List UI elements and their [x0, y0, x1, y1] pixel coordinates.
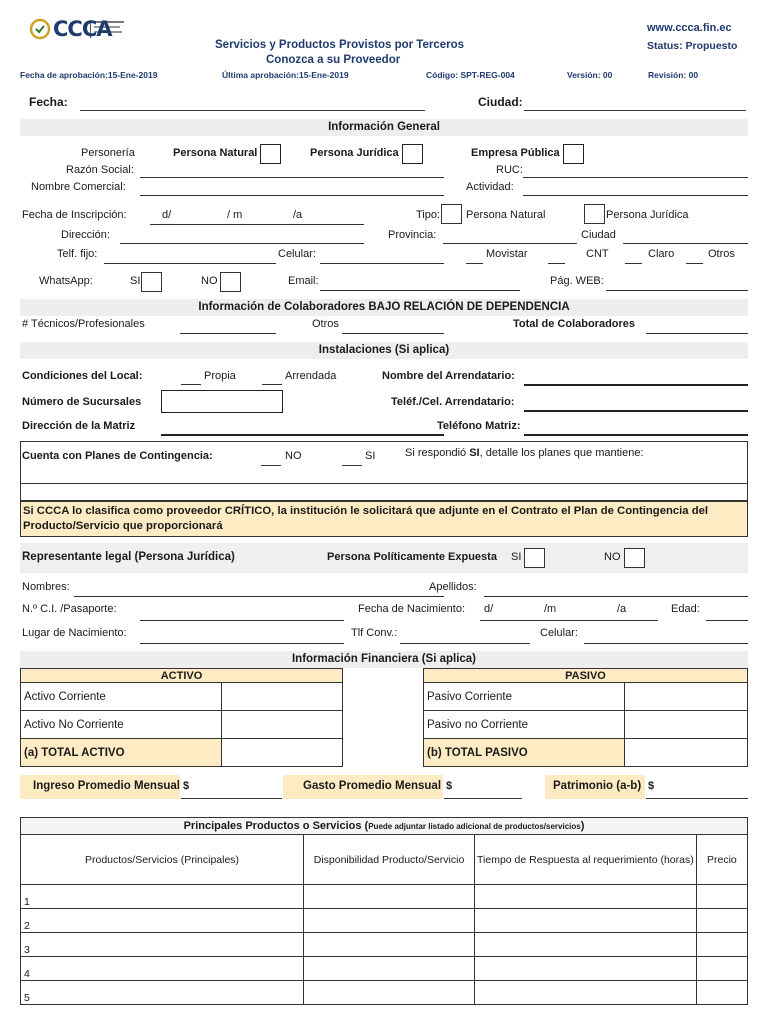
- telf-fijo-field[interactable]: [104, 263, 276, 264]
- revision: Revisión: 00: [648, 70, 699, 80]
- ingreso-currency: $: [183, 780, 190, 792]
- logo-wordmark: CCCA: [53, 17, 112, 41]
- ciudad-gen-label: Ciudad: [581, 229, 616, 241]
- persona-juridica-label: Persona Jurídica: [310, 147, 399, 159]
- table-row: Pasivo no Corriente: [424, 711, 748, 739]
- pep-label: Persona Políticamente Expuesta: [327, 551, 497, 563]
- empresa-publica-label: Empresa Pública: [471, 147, 560, 159]
- celular-field[interactable]: [320, 263, 444, 264]
- actividad-label: Actividad:: [466, 181, 514, 193]
- table-row: Activo Corriente: [21, 683, 343, 711]
- direccion-field[interactable]: [120, 243, 364, 244]
- tecnicos-label: # Técnicos/Profesionales: [22, 318, 145, 330]
- patrimonio-field[interactable]: [646, 798, 748, 799]
- nac-mes: /m: [544, 603, 557, 615]
- tipo-juridica-label: Persona Jurídica: [606, 209, 689, 221]
- actividad-field[interactable]: [523, 195, 748, 196]
- razon-social-field[interactable]: [140, 177, 444, 178]
- website[interactable]: www.ccca.fin.ec: [647, 22, 732, 34]
- products-table: [20, 817, 748, 1005]
- otros-mark[interactable]: [686, 263, 703, 264]
- sucursales-label: Número de Sucursales: [22, 396, 142, 408]
- tecnicos-field[interactable]: [180, 333, 276, 334]
- page-title: Servicios y Productos Provistos por Terceros: [215, 39, 465, 51]
- email-label: Email:: [288, 275, 319, 287]
- tel-arrendatario-field[interactable]: [524, 410, 748, 412]
- ciudad-label: Ciudad:: [478, 95, 523, 109]
- rep-celular-field[interactable]: [584, 643, 748, 644]
- table-row: 3: [21, 933, 748, 957]
- nombre-comercial-field[interactable]: [140, 195, 444, 196]
- ciudad-field[interactable]: [524, 110, 746, 111]
- page-subtitle: Conozca a su Proveedor: [266, 54, 401, 66]
- tipo-natural-checkbox[interactable]: [441, 204, 462, 224]
- persona-natural-checkbox[interactable]: [260, 144, 281, 164]
- movistar-label: Movistar: [486, 248, 528, 260]
- inscripcion-dia: d/: [162, 209, 172, 221]
- gasto-currency: $: [446, 780, 453, 792]
- direccion-label: Dirección:: [61, 229, 110, 241]
- lugar-label: Lugar de Nacimiento:: [22, 627, 127, 639]
- movistar-mark[interactable]: [466, 263, 483, 264]
- whatsapp-no-checkbox[interactable]: [220, 272, 241, 292]
- nac-dia: d/: [484, 603, 494, 615]
- propia-label: Propia: [204, 370, 236, 382]
- status-badge: Status: Propuesto: [647, 40, 738, 52]
- arrendatario-label: Nombre del Arrendatario:: [382, 370, 515, 382]
- table-row: (b) TOTAL PASIVO: [424, 739, 748, 767]
- tlf-conv-label: Tlf Conv.:: [351, 627, 398, 639]
- ruc-field[interactable]: [523, 177, 748, 178]
- pasivo-no-corriente-value[interactable]: [625, 711, 748, 739]
- cnt-mark[interactable]: [548, 263, 565, 264]
- table-row: 1: [21, 885, 748, 909]
- contingencia-no-mark[interactable]: [261, 465, 281, 466]
- section-instalaciones: Instalaciones (Si aplica): [20, 342, 748, 359]
- fecha-label: Fecha:: [29, 95, 68, 109]
- critical-note: Si CCCA lo clasifica como proveedor CRÍTICO, la institución le solicitará que adjunte en el Contrato el Plan de Contingencia del Producto/Servicio que proporcionará: [20, 501, 748, 537]
- provincia-label: Provincia:: [388, 229, 437, 241]
- apellidos-label: Apellidos:: [429, 581, 477, 593]
- lugar-field[interactable]: [140, 643, 344, 644]
- col-tiempo: Tiempo de Respuesta al requerimiento (horas): [475, 835, 697, 885]
- section-general: Información General: [20, 119, 748, 136]
- tel-matriz-label: Teléfono Matriz:: [437, 420, 521, 432]
- email-field[interactable]: [320, 290, 520, 291]
- ciudad-gen-field[interactable]: [623, 243, 748, 244]
- cnt-label: CNT: [586, 248, 609, 260]
- otros-colab-label: Otros: [312, 318, 339, 330]
- approval-date: Fecha de aprobación:15-Ene-2019: [20, 70, 158, 80]
- edad-label: Edad:: [671, 603, 700, 615]
- condiciones-label: Condiciones del Local:: [22, 370, 143, 382]
- contingencia-detail: Si respondió SI, detalle los planes que mantiene:: [405, 447, 644, 459]
- edad-field[interactable]: [706, 620, 748, 621]
- gasto-label: Gasto Promedio Mensual: [303, 780, 442, 792]
- nacimiento-field[interactable]: [480, 620, 658, 621]
- provincia-field[interactable]: [443, 243, 577, 244]
- activo-table: [20, 668, 343, 767]
- tipo-natural-label: Persona Natural: [466, 209, 546, 221]
- total-pasivo-value[interactable]: [625, 739, 748, 767]
- arrendada-label: Arrendada: [285, 370, 337, 382]
- pep-si-label: SI: [511, 551, 522, 563]
- products-title: Principales Productos o Servicios (Puede adjuntar listado adicional de productos/servicios): [21, 818, 748, 835]
- doc-code: Código: SPT-REG-004: [426, 70, 515, 80]
- whatsapp-label: WhatsApp:: [39, 275, 93, 287]
- table-row: 5: [21, 981, 748, 1005]
- table-row: 4: [21, 957, 748, 981]
- pasivo-table: [423, 668, 748, 767]
- contingencia-question: Cuenta con Planes de Contingencia:: [22, 450, 213, 462]
- propia-mark[interactable]: [181, 384, 201, 385]
- persona-natural-label: Persona Natural: [173, 147, 258, 159]
- section-colaboradores: Información de Colaboradores BAJO RELACIÓN DE DEPENDENCIA: [20, 299, 748, 316]
- table-row: Activo No Corriente: [21, 711, 343, 739]
- whatsapp-no-label: NO: [201, 275, 218, 287]
- pep-si-checkbox[interactable]: [524, 548, 545, 568]
- total-activo-value[interactable]: [222, 739, 343, 767]
- gasto-field[interactable]: [444, 798, 522, 799]
- contingencia-si-label: SI: [365, 450, 376, 462]
- pasivo-corriente-value[interactable]: [625, 683, 748, 711]
- celular-label: Celular:: [278, 248, 316, 260]
- nombre-comercial-label: Nombre Comercial:: [31, 181, 126, 193]
- matriz-field[interactable]: [161, 434, 444, 436]
- col-disponibilidad: Disponibilidad Producto/Servicio: [304, 835, 475, 885]
- ruc-label: RUC:: [496, 164, 523, 176]
- claro-label: Claro: [648, 248, 675, 260]
- table-row: (a) TOTAL ACTIVO: [21, 739, 343, 767]
- web-field[interactable]: [606, 290, 748, 291]
- matriz-label: Dirección de la Matriz: [22, 420, 136, 432]
- patrimonio-label: Patrimonio (a-b): [553, 780, 642, 792]
- ingreso-field[interactable]: [181, 798, 282, 799]
- section-financiera: Información Financiera (Si aplica): [20, 651, 748, 668]
- tlf-conv-field[interactable]: [400, 643, 530, 644]
- fecha-inscripcion-field[interactable]: [150, 224, 364, 225]
- razon-social-label: Razón Social:: [66, 164, 134, 176]
- nombres-field[interactable]: [74, 596, 444, 597]
- web-label: Pág. WEB:: [550, 275, 604, 287]
- contingencia-no-label: NO: [285, 450, 302, 462]
- claro-mark[interactable]: [625, 263, 642, 264]
- ci-field[interactable]: [140, 620, 344, 621]
- personeria-label: Personería: [81, 147, 135, 159]
- contingencia-si-mark[interactable]: [342, 465, 362, 466]
- last-approval: Última aprobación:15-Ene-2019: [222, 70, 349, 80]
- ci-label: N.º C.I. /Pasaporte:: [22, 603, 117, 615]
- pasivo-header: PASIVO: [424, 669, 748, 683]
- activo-header: ACTIVO: [21, 669, 343, 683]
- tel-matriz-field[interactable]: [524, 434, 748, 436]
- otros-label: Otros: [708, 248, 735, 260]
- apellidos-field[interactable]: [484, 596, 748, 597]
- whatsapp-si-checkbox[interactable]: [141, 272, 162, 292]
- activo-no-corriente-value[interactable]: [222, 711, 343, 739]
- empresa-publica-checkbox[interactable]: [563, 144, 584, 164]
- arrendada-mark[interactable]: [262, 384, 282, 385]
- tipo-juridica-checkbox[interactable]: [584, 204, 605, 224]
- sucursales-field[interactable]: [161, 390, 283, 413]
- patrimonio-currency: $: [648, 780, 655, 792]
- nombres-label: Nombres:: [22, 581, 70, 593]
- nacimiento-label: Fecha de Nacimiento:: [358, 603, 465, 615]
- nac-anio: /a: [617, 603, 627, 615]
- total-colab-field[interactable]: [646, 333, 748, 334]
- tipo-label: Tipo:: [416, 209, 441, 221]
- ingreso-label: Ingreso Promedio Mensual: [33, 780, 180, 792]
- ccca-logo: [28, 16, 148, 42]
- table-row: Pasivo Corriente: [424, 683, 748, 711]
- persona-juridica-checkbox[interactable]: [402, 144, 423, 164]
- table-row: 2: [21, 909, 748, 933]
- telf-fijo-label: Telf. fijo:: [57, 248, 98, 260]
- tel-arrendatario-label: Teléf./Cel. Arrendatario:: [391, 396, 515, 408]
- fecha-field[interactable]: [80, 110, 425, 111]
- representante-title: Representante legal (Persona Jurídica): [22, 551, 235, 563]
- fecha-inscripcion-label: Fecha de Inscripción:: [22, 209, 127, 221]
- version: Versión: 00: [567, 70, 613, 80]
- col-precio: Precio: [696, 835, 747, 885]
- otros-colab-field[interactable]: [342, 333, 444, 334]
- arrendatario-field[interactable]: [524, 384, 748, 386]
- pep-no-checkbox[interactable]: [624, 548, 645, 568]
- inscripcion-anio: /a: [293, 209, 303, 221]
- rep-celular-label: Celular:: [540, 627, 578, 639]
- col-productos: Productos/Servicios (Principales): [21, 835, 304, 885]
- pep-no-label: NO: [604, 551, 621, 563]
- activo-corriente-value[interactable]: [222, 683, 343, 711]
- whatsapp-si-label: SI: [130, 275, 141, 287]
- total-colab-label: Total de Colaboradores: [513, 318, 636, 330]
- inscripcion-mes: / m: [227, 209, 243, 221]
